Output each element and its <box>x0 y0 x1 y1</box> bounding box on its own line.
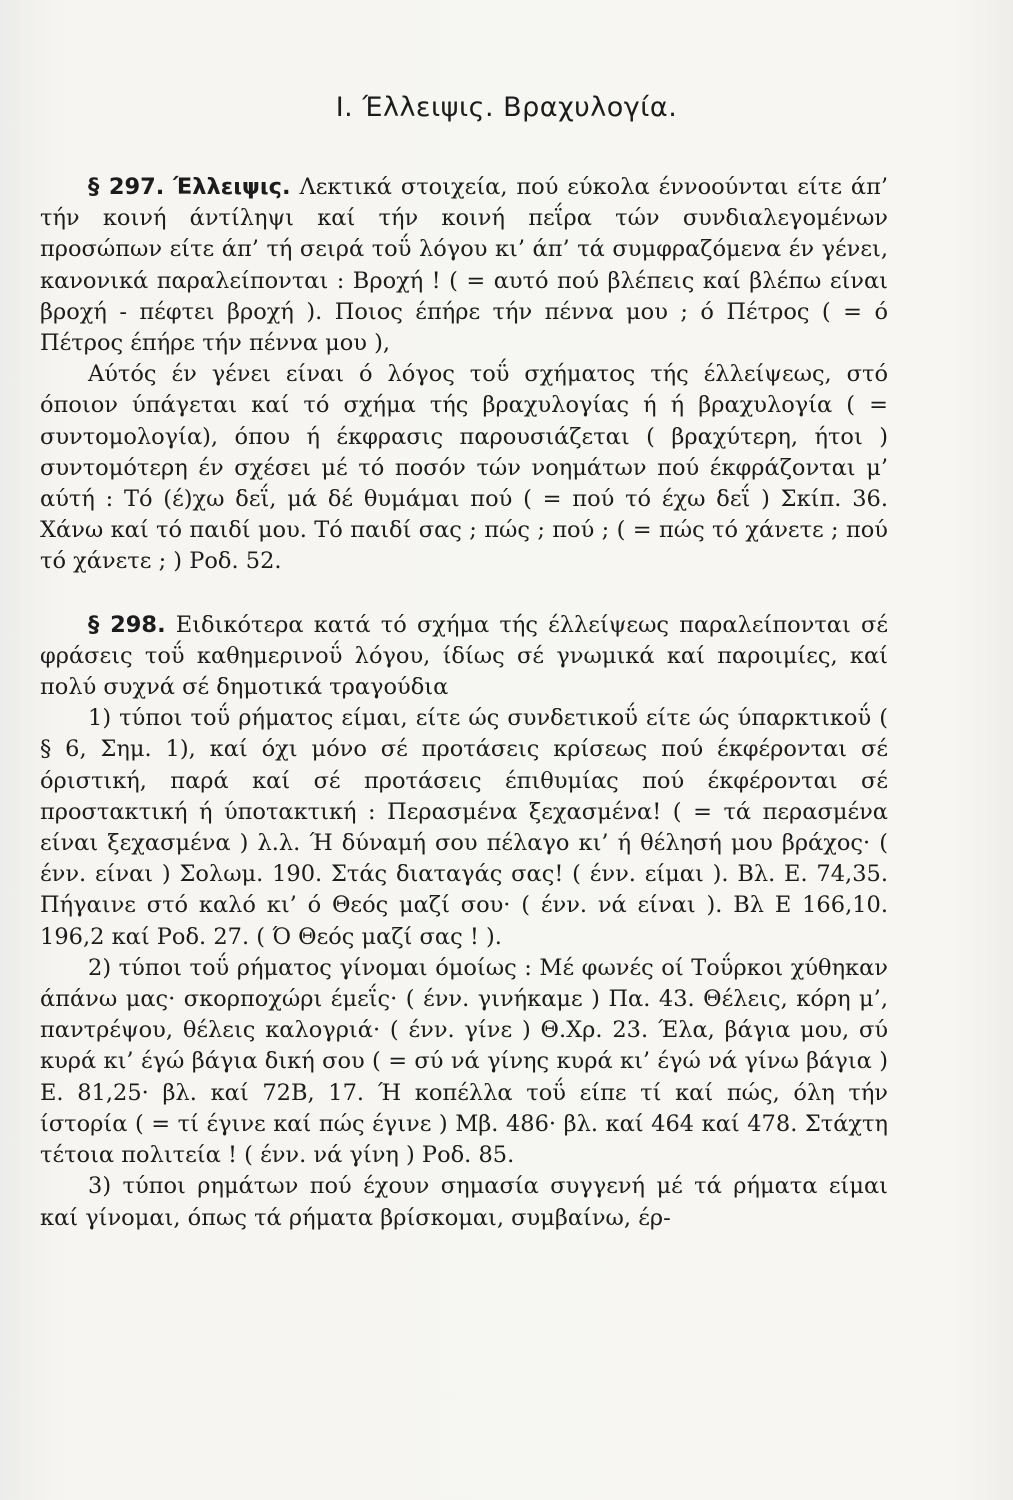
page-body <box>40 172 888 1234</box>
paragraph-298-item-3 <box>40 1171 888 1233</box>
paragraph-text: Αύτός έν γένει είναι ό λόγος τοΰ σχήματος τής έλλείψεως, στό όποιον ύπάγεται καί τό σχήμα τής βραχυλογίας ή ή βραχυλογία ( = συντομολογία), όπου ή έκφρασις παρουσιάζεται ( βραχύτερη, ήτοι ) συντομότερη έν σχέσει μέ τό ποσόν τών νοημάτων πού έκφράζονται μ’ αύτή : Τό (έ)χω δεΐ, μά δέ θυμάμαι πού ( = πού τό έχω δεΐ ) Σκίπ. 36. Χάνω καί τό παιδί μου. Τό παιδί σας ; πώς ; πού ; ( = πώς τό χάνετε ; πού τό χάνετε ; ) Ροδ. 52. <box>40 361 888 575</box>
paragraph-text: 3) τύποι ρημάτων πού έχουν σημασία συγγενή μέ τά ρήματα είμαι καί γίνομαι, όπως τά ρήματα βρίσκομαι, συμβαίνω, έρ- <box>40 1173 888 1231</box>
paragraph-text: Λεκτικά στοιχεία, πού εύκολα έννοούνται είτε άπ’ τήν κοινή άντίληψι καί τήν κοινή πεΐρα τών συνδιαλεγομένων προσώπων είτε άπ’ τή σειρά τοΰ λόγου κι’ άπ’ τά συμφραζόμενα έν γένει, κανονικά παραλείπονται : Βροχή ! ( = αυτό πού βλέπεις καί βλέπω είναι βροχή - πέφτει βροχή ). Ποιος έπήρε τήν πέννα μου ; ό Πέτρος ( = ό Πέτρος έπήρε τήν πέννα μου ), <box>40 174 889 357</box>
chapter-heading: Ι. Έλλειψις. Βραχυλογία. <box>335 92 678 123</box>
section-number: § 297. <box>88 174 165 200</box>
paragraph-298-item-2 <box>40 953 888 1171</box>
paragraph-text: 1) τύποι τοΰ ρήματος είμαι, είτε ώς συνδετικοΰ είτε ώς ύπαρκτικοΰ ( § 6, Σημ. 1), καί όχι μόνο σέ προτάσεις κρίσεως πού έκφέρονται σέ όριστική, παρά καί σέ προτάσεις έπιθυμίας πού έκφέρονται σέ προστακτική ή ύποτακτική : Περασμένα ξεχασμένα! ( = τά περασμένα είναι ξεχασμένα ) λ.λ. Ή δύναμή σου πέλαγο κι’ ή θέλησή μου βράχος· ( ένν. είναι ) Σολωμ. 190. Στάς διαταγάς σας! ( ένν. είμαι ). Βλ. Ε. 74,35. Πήγαινε στό καλό κι’ ό Θεός μαζί σου· ( ένν. νά είναι ). Βλ Ε 166,10. 196,2 καί Ροδ. 27. ( Ό Θεός μαζί σας ! ). <box>40 705 888 950</box>
section-number: § 298. <box>88 611 166 638</box>
paragraph-298-item-1 <box>40 703 888 953</box>
paragraph-298 <box>40 610 888 704</box>
section-gap <box>40 578 888 610</box>
paragraph-text: 2) τύποι τοΰ ρήματος γίνομαι όμοίως : Μέ φωνές οί Τοΰρκοι χύθηκαν άπάνω μας· σκορποχώρι έμεΐς· ( ένν. γινήκαμε ) Πα. 43. Θέλεις, κόρη μ’, παντρέψου, θέλεις καλογριά· ( ένν. γίνε ) Θ.Χρ. 23. Έλα, βάγια μου, σύ κυρά κι’ έγώ βάγια δική σου ( = σύ νά γίνης κυρά κι’ έγώ νά γίνω βάγια ) Ε. 81,25· βλ. καί 72Β, 17. Ή κοπέλλα τοΰ είπε τί καί πώς, όλη τήν ίστορία ( = τί έγινε καί πώς έγινε ) Μβ. 486· βλ. καί 464 καί 478. Στάχτη τέτοια πολιτεία ! ( ένν. νά γίνη ) Ροδ. 85. <box>40 954 888 1169</box>
paragraph-297 <box>40 172 888 359</box>
paragraph-text: Ειδικότερα κατά τό σχήμα τής έλλείψεως παραλείπονται σέ φράσεις τοΰ καθημερινοΰ λόγου, ίδίως σέ γνωμικά καί παροιμίες, καί πολύ συχνά σέ δημοτικά τραγούδια <box>40 611 888 701</box>
section-term: Έλλειψις. <box>173 174 291 200</box>
paragraph-297-continued <box>40 359 888 577</box>
